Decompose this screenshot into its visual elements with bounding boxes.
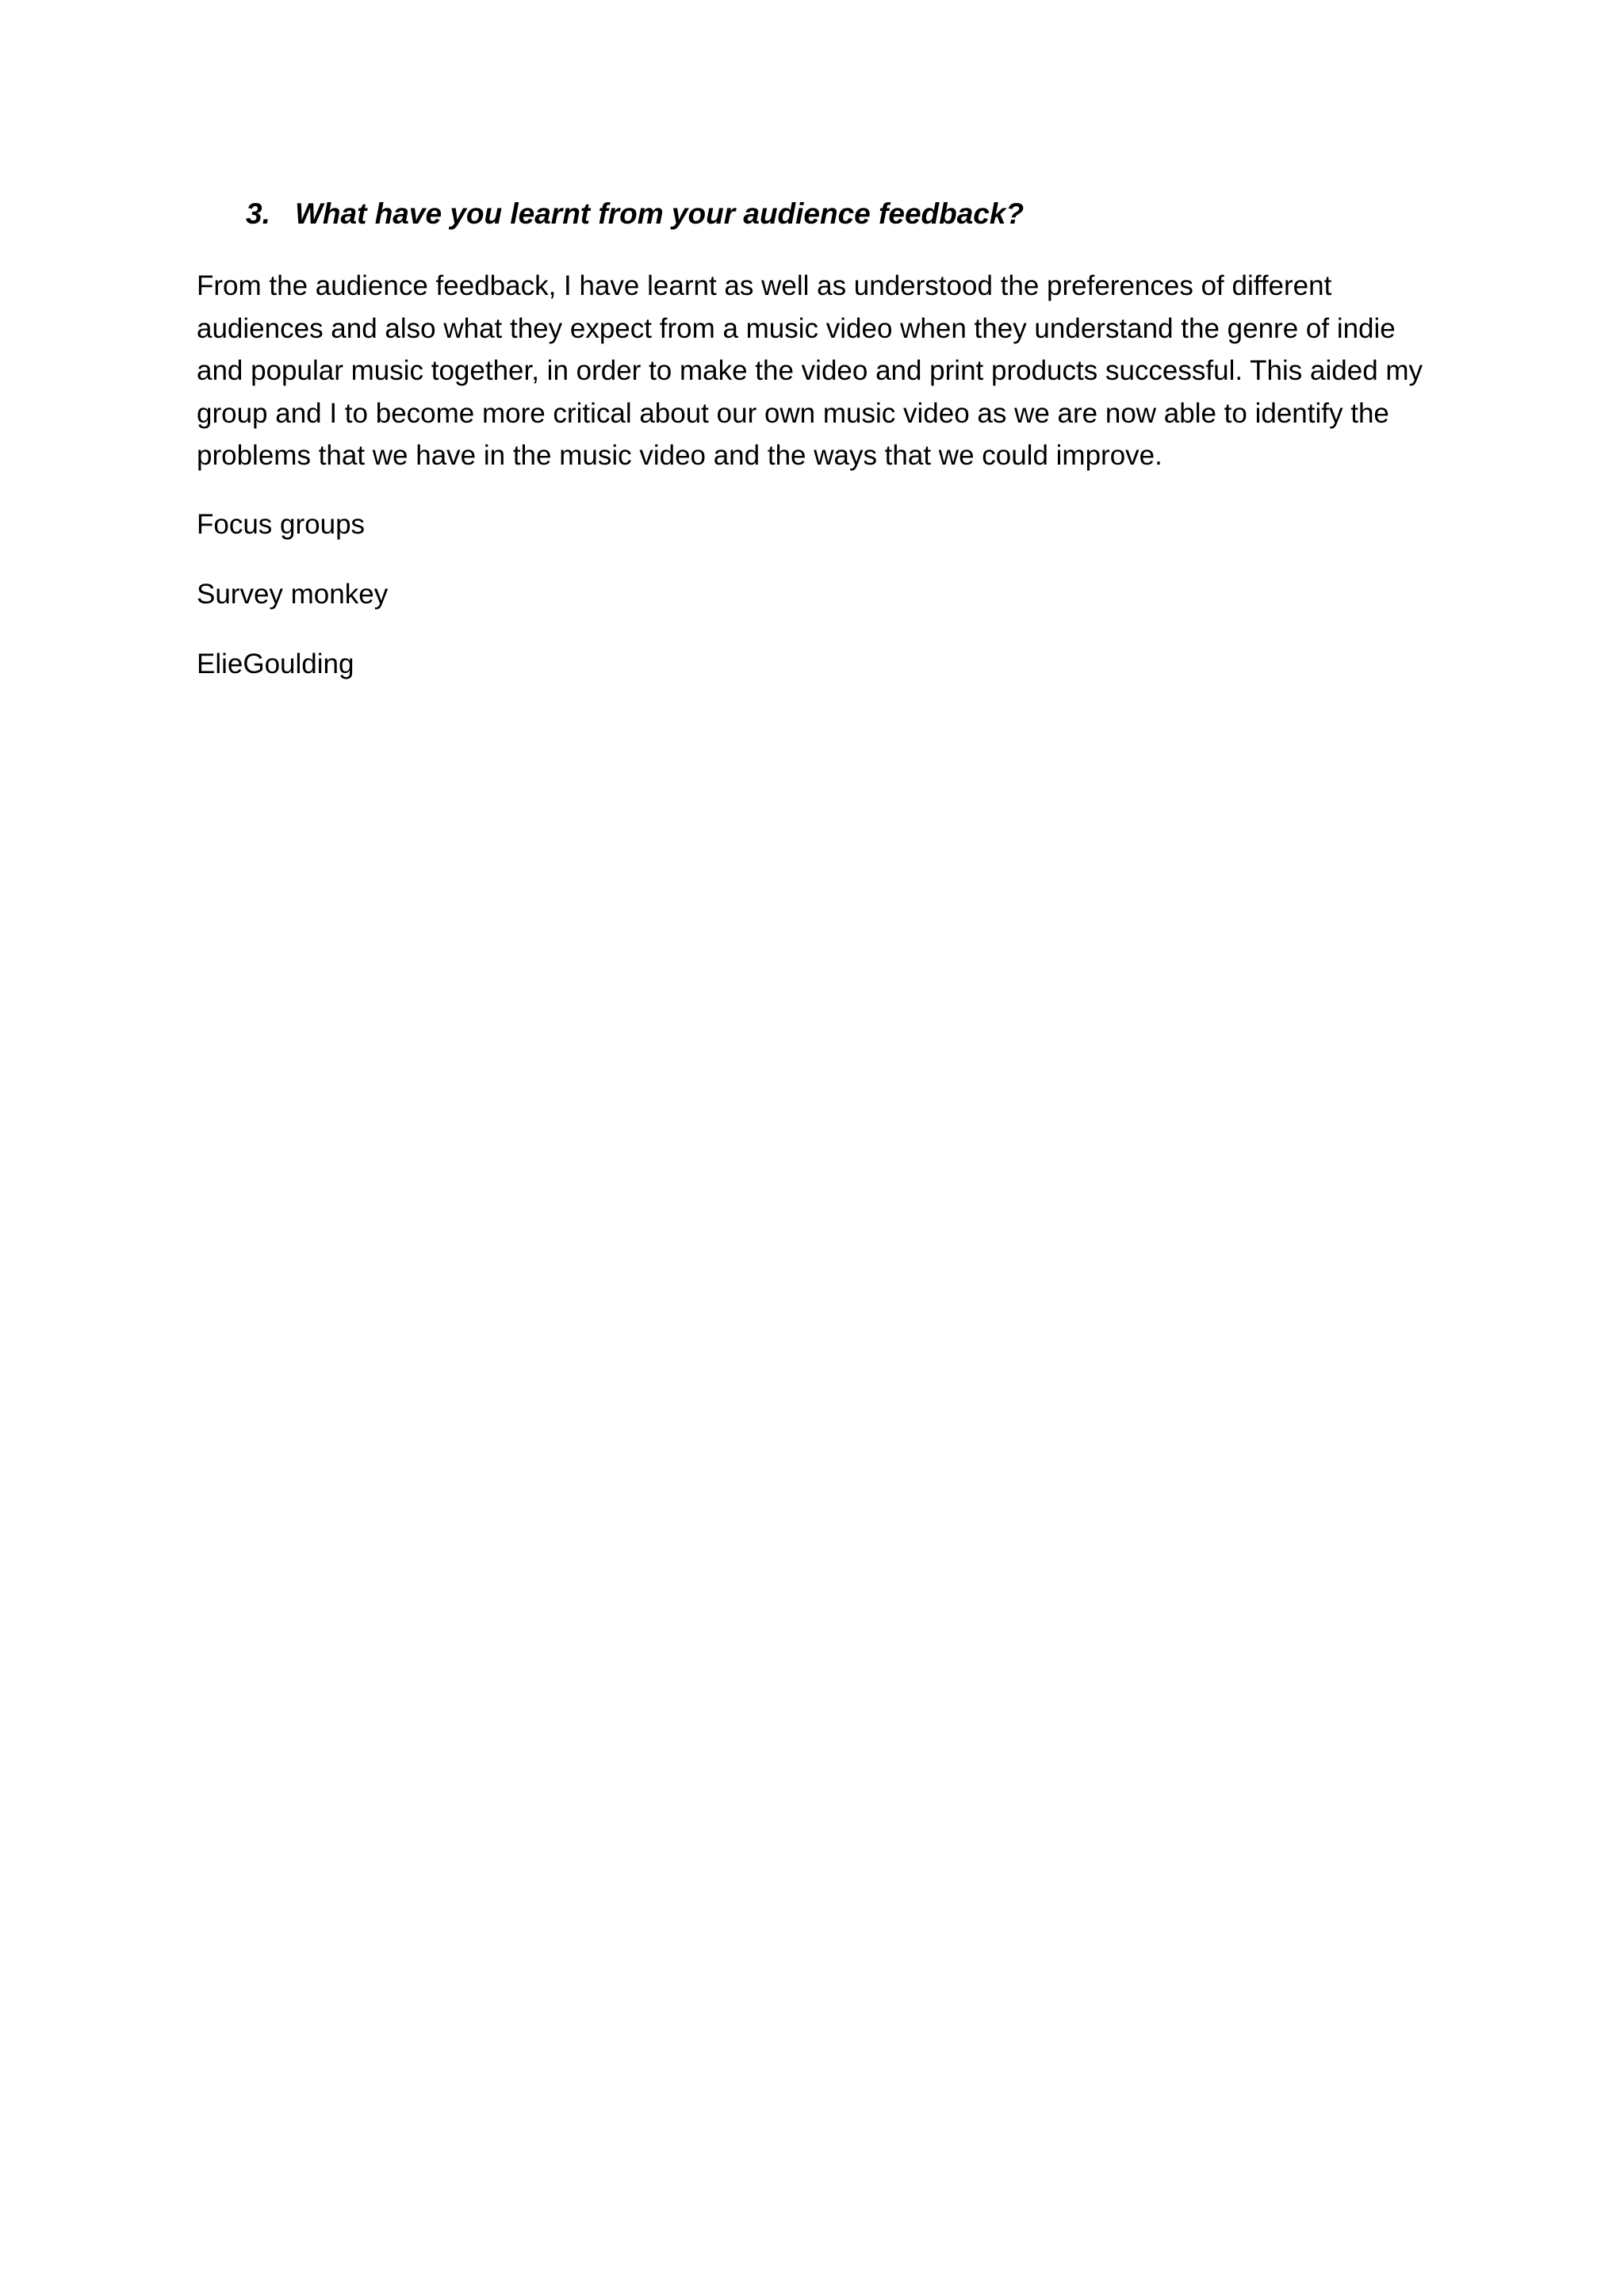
note-survey-monkey: Survey monkey [197,579,389,610]
note-artist-name: ElieGoulding [197,649,354,679]
note-focus-groups: Focus groups [197,509,366,540]
answer-paragraph [197,265,1450,477]
paragraph-line: audiences and also what they expect from a music video when they understand the genre of indie [197,312,1396,344]
paragraph-line: problems that we have in the music video and the ways that we could improve. [197,440,1162,471]
paragraph-line: group and I to become more critical about our own music video as we are now able to identify the [197,397,1389,429]
paragraph-line: and popular music together, in order to make the video and print products successful. This aided my [197,355,1423,386]
question-number: 3. [246,197,270,230]
question-heading [246,193,1024,235]
paragraph-line: From the audience feedback, I have learnt as well as understood the preferences of different [197,270,1332,301]
question-text: What have you learnt from your audience feedback? [295,197,1025,230]
